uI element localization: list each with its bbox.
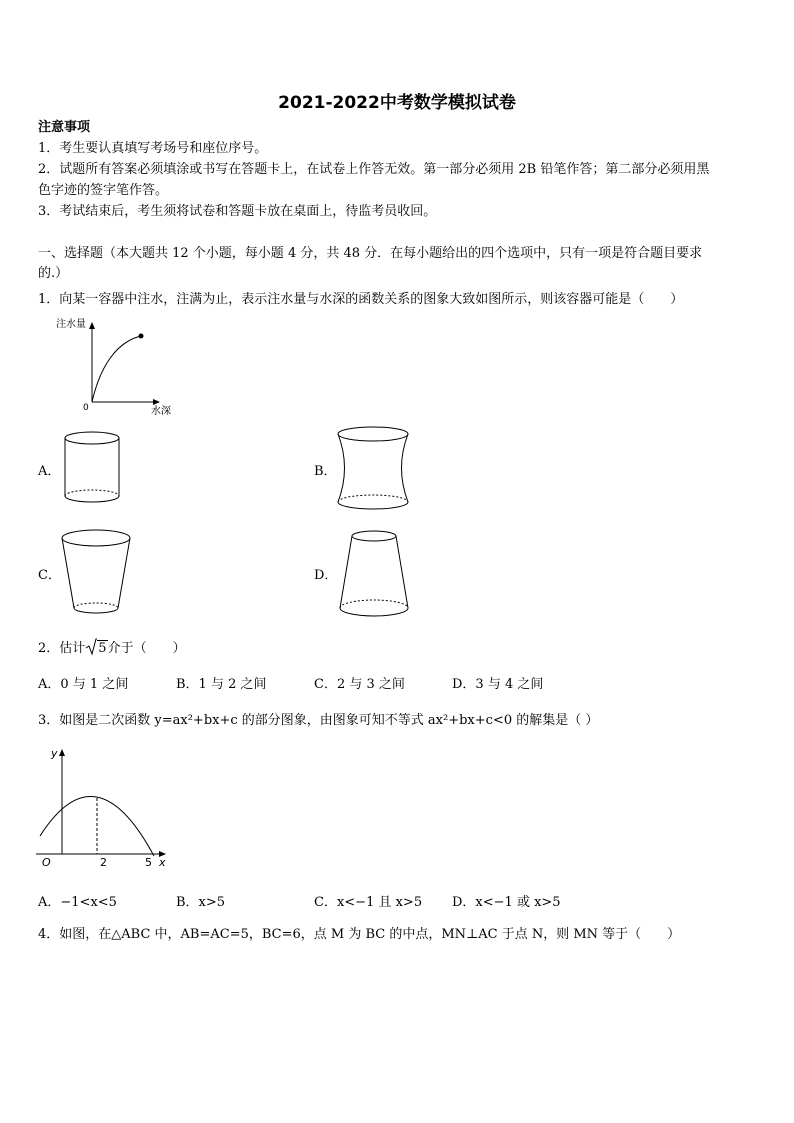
section-heading-cont: 的.） xyxy=(38,266,69,281)
origin-label: 0 xyxy=(83,403,89,413)
y-label: 注水量 xyxy=(56,319,86,330)
container-hourglass xyxy=(333,424,413,514)
question-2-stem xyxy=(38,638,186,659)
q2-option-b[interactable]: B．1 与 2 之间 xyxy=(176,677,267,692)
y-arrow xyxy=(59,749,65,756)
q1-option-a-label[interactable]: A． xyxy=(38,464,61,479)
tick-5: 5 xyxy=(145,856,152,869)
q3-option-d[interactable]: D．x<−1 或 x>5 xyxy=(452,895,561,910)
q1-option-c-label[interactable]: C． xyxy=(38,568,61,583)
q3-parabola-graph xyxy=(34,742,174,870)
notice-heading: 注意事项 xyxy=(38,120,91,135)
container-wide-top xyxy=(58,526,138,622)
origin-label: O xyxy=(42,856,51,869)
x-label: x xyxy=(159,856,166,869)
notice-item: 2．试题所有答案必须填涂或书写在答题卡上，在试卷上作答无效。第一部分必须用 2B 铅笔作答；第二部分必须用黑 xyxy=(38,162,710,177)
sqrt-sign xyxy=(85,638,97,656)
curve xyxy=(92,336,141,402)
q1-option-d-label[interactable]: D． xyxy=(314,568,338,583)
q2-option-c[interactable]: C．2 与 3 之间 xyxy=(314,677,405,692)
y-arrow xyxy=(89,322,95,329)
endpoint xyxy=(139,334,144,339)
q3-option-a[interactable]: A．−1<x<5 xyxy=(38,895,117,910)
container-wide-bottom xyxy=(336,526,416,622)
notice-item: 色字迹的签字笔作答。 xyxy=(38,183,169,198)
notice-item: 1．考生要认真填写考场号和座位序号。 xyxy=(38,141,268,156)
q2-option-d[interactable]: D．3 与 4 之间 xyxy=(452,677,544,692)
page-title: 2021-2022中考数学模拟试卷 xyxy=(278,93,516,113)
x-label: 水深 xyxy=(151,406,171,417)
x-arrow xyxy=(153,399,160,405)
notice-item: 3．考试结束后，考生须将试卷和答题卡放在桌面上，待监考员收回。 xyxy=(38,204,437,219)
section-heading: 一、选择题（本大题共 12 个小题，每小题 4 分，共 48 分．在每小题给出的四个选项中，只有一项是符合题目要求 xyxy=(38,246,703,261)
sqrt-expression xyxy=(85,638,107,659)
container-cylinder xyxy=(60,428,126,510)
y-label: y xyxy=(51,747,58,760)
q3-option-b[interactable]: B．x>5 xyxy=(176,895,226,910)
tick-2: 2 xyxy=(100,856,107,869)
q1-graph xyxy=(52,312,182,418)
question-4-stem: 4．如图，在△ABC 中，AB=AC=5，BC=6，点 M 为 BC 的中点，MN⊥AC 于点 N，则 MN 等于（ ） xyxy=(38,927,681,942)
question-1-stem: 1．向某一容器中注水，注满为止，表示注水量与水深的函数关系的图象大致如图所示，则该容器可能是（ ） xyxy=(38,292,684,307)
radicand: 5 xyxy=(98,641,107,656)
q2-option-a[interactable]: A．0 与 1 之间 xyxy=(38,677,129,692)
q3-option-c[interactable]: C．x<−1 且 x>5 xyxy=(314,895,423,910)
q2-stem-before: 2．估计 xyxy=(38,641,86,656)
q1-option-b-label[interactable]: B． xyxy=(314,464,337,479)
q2-stem-after: 介于（ ） xyxy=(107,641,186,656)
question-3-stem: 3．如图是二次函数 y=ax²+bx+c 的部分图象，由图象可知不等式 ax²+bx+c<0 的解集是（ ） xyxy=(38,713,599,728)
